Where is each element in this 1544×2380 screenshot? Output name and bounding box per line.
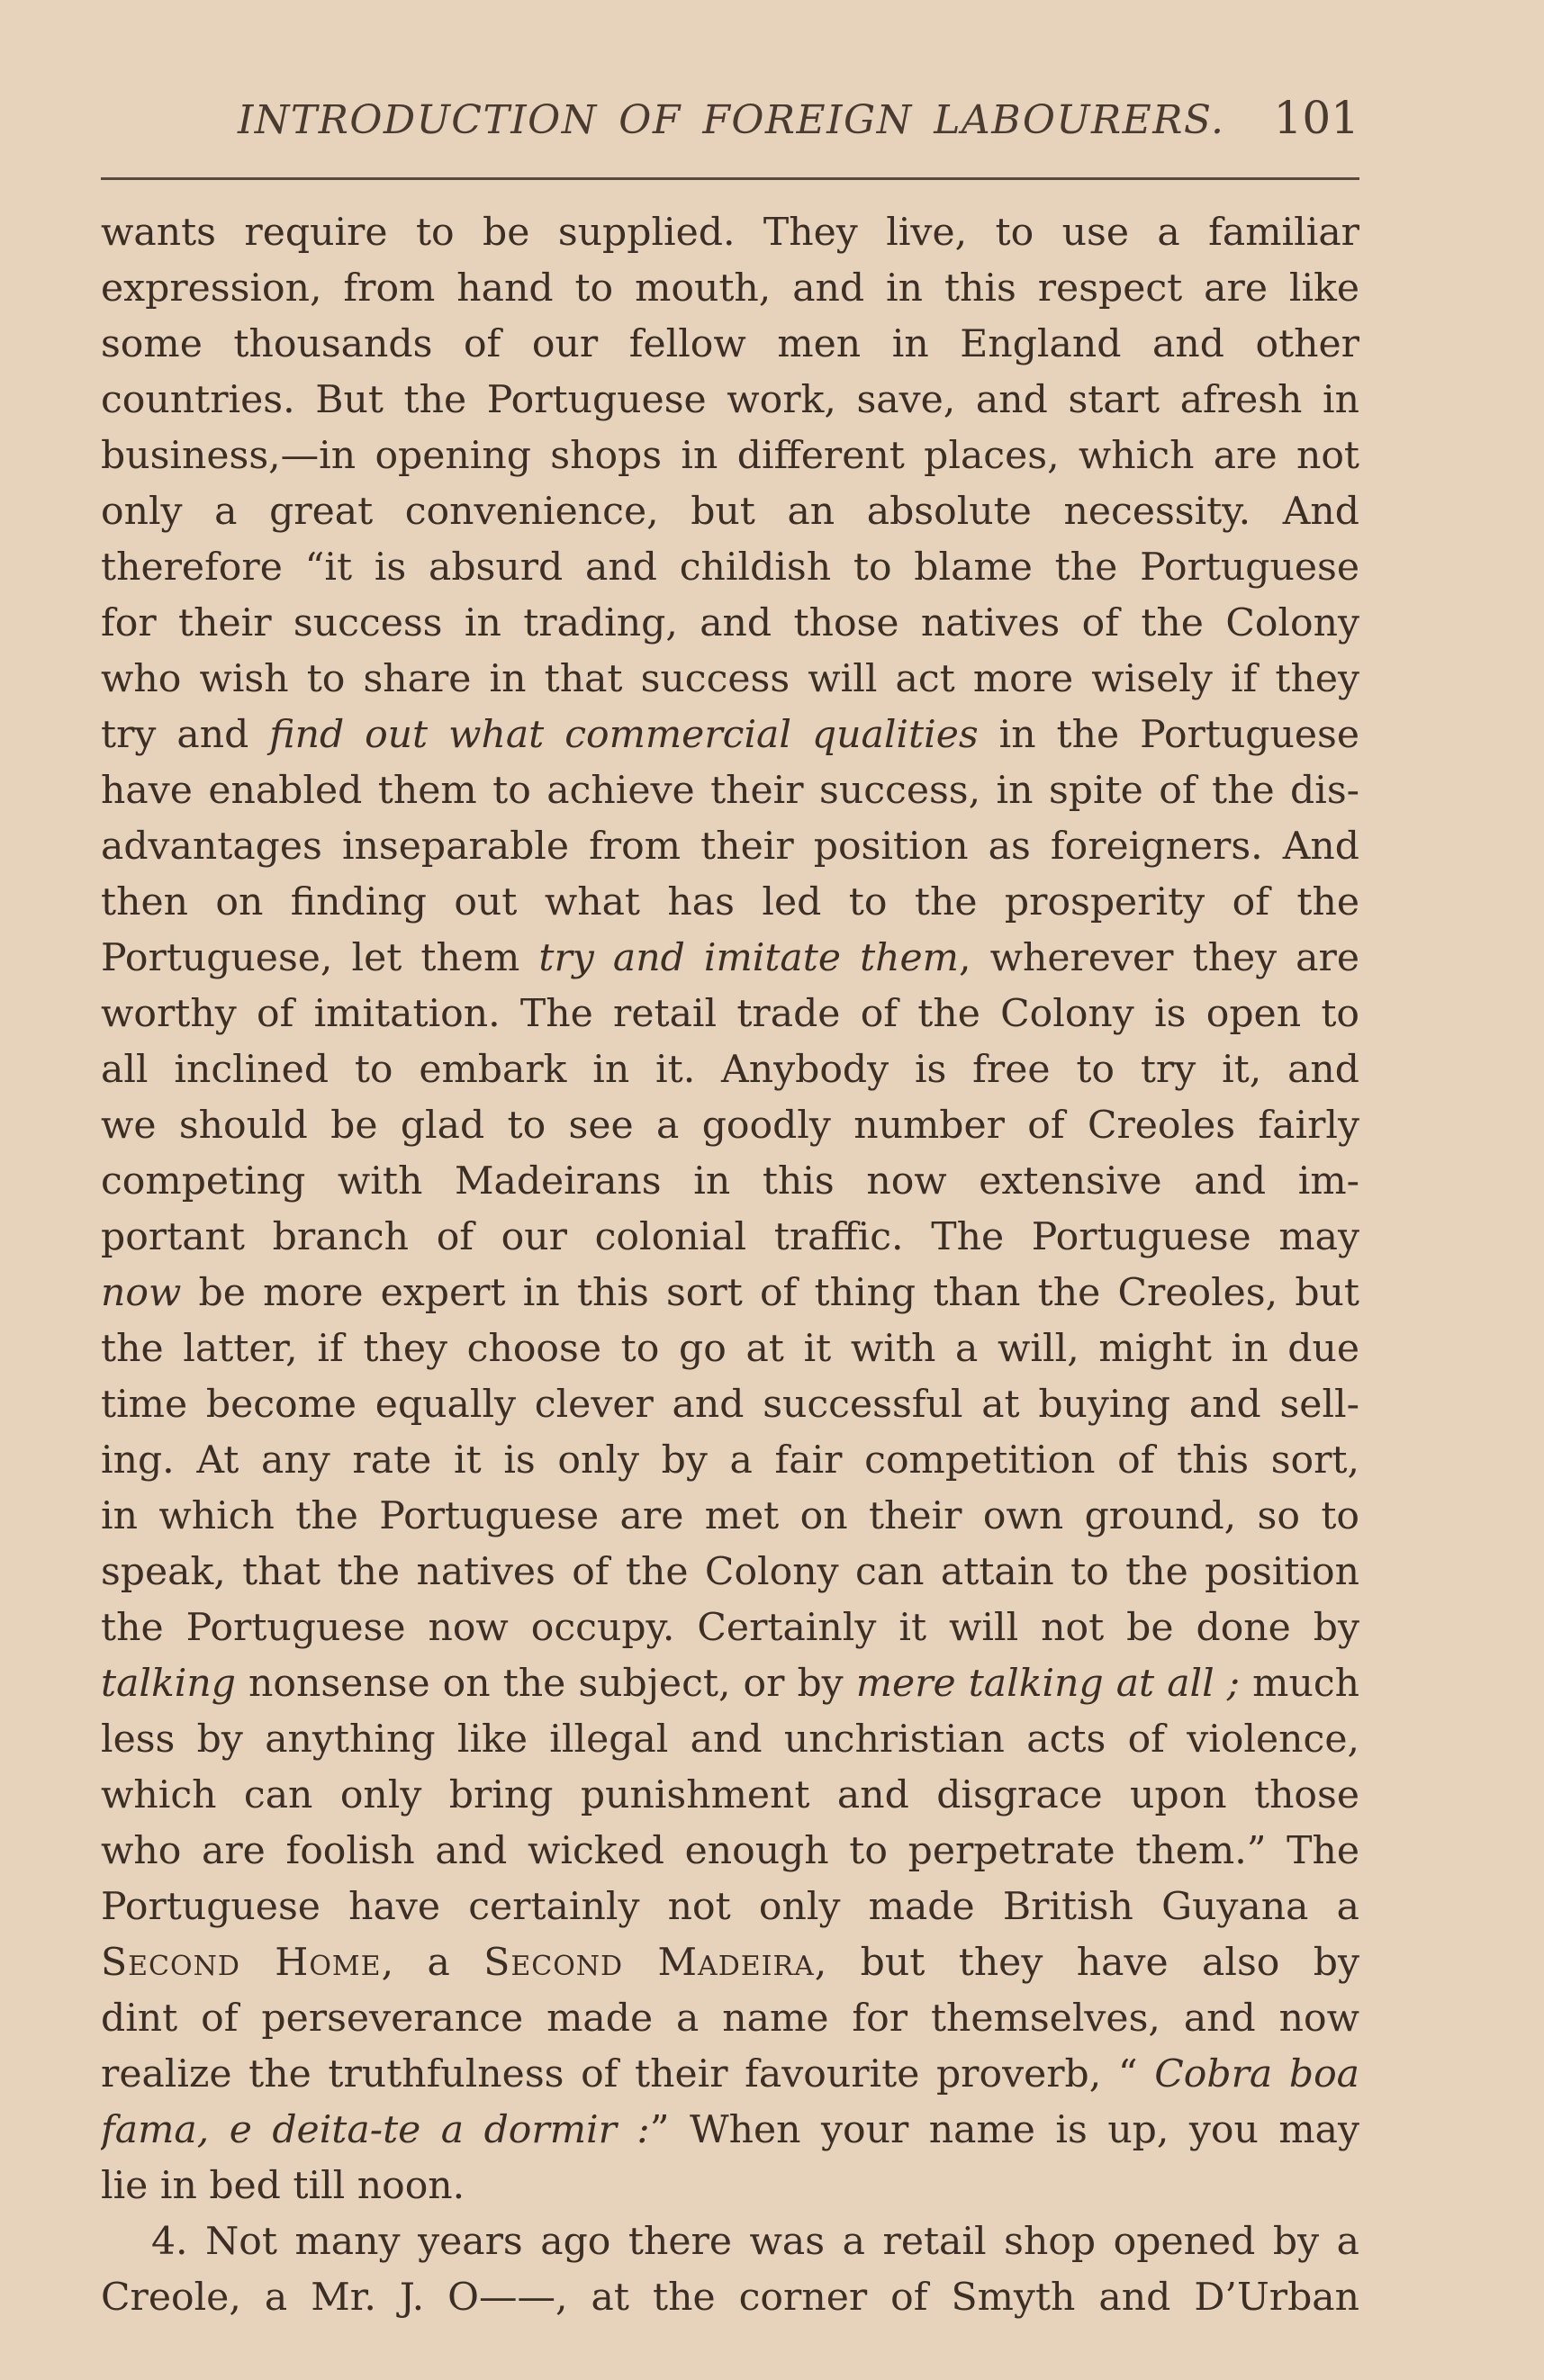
text-line: 4. Not many years ago there was a retail shop opened by a xyxy=(151,2220,1359,2264)
text-line: all inclined to embark in it. Anybody is free to try it, and xyxy=(101,1048,1359,1092)
text-line: time become equally clever and successful at buying and sell- xyxy=(101,1383,1359,1427)
page-header xyxy=(101,90,1359,153)
text-line: the latter, if they choose to go at it with a will, might in due xyxy=(101,1327,1359,1371)
text-line: talking nonsense on the subject, or by mere talking at all ; much xyxy=(101,1662,1359,1706)
text-line: speak, that the natives of the Colony can attain to the position xyxy=(101,1550,1359,1594)
body-text xyxy=(101,205,1359,2326)
small-caps-phrase: Second Madeira xyxy=(483,1941,815,1985)
text-line: competing with Madeirans in this now extensive and im- xyxy=(101,1159,1359,1204)
text-line: have enabled them to achieve their success, in spite of the dis- xyxy=(101,769,1359,813)
page-number: 101 xyxy=(1273,92,1359,144)
text-line: portant branch of our colonial traffic. The Portuguese may xyxy=(101,1215,1359,1259)
text-line: Portuguese, let them try and imitate them, wherever they are xyxy=(101,936,1359,980)
text-line: business,—in opening shops in different places, which are not xyxy=(101,434,1359,478)
text-line: advantages inseparable from their position as foreigners. And xyxy=(101,825,1359,869)
text-line: ing. At any rate it is only by a fair competition of this sort, xyxy=(101,1438,1359,1483)
italic-phrase: mere talking at all ; xyxy=(855,1662,1241,1706)
text-line: in which the Portuguese are met on their own ground, so to xyxy=(101,1494,1359,1538)
running-head: INTRODUCTION OF FOREIGN LABOURERS. xyxy=(238,97,1225,143)
text-line: countries. But the Portuguese work, save, and start afresh in xyxy=(101,378,1359,422)
text-line: we should be glad to see a goodly number of Creoles fairly xyxy=(101,1104,1359,1148)
italic-phrase: talking xyxy=(101,1662,236,1706)
text-line: less by anything like illegal and unchristian acts of violence, xyxy=(101,1717,1359,1762)
text-line: only a great convenience, but an absolute necessity. And xyxy=(101,490,1359,534)
text-line: then on finding out what has led to the prosperity of the xyxy=(101,880,1359,924)
text-line: expression, from hand to mouth, and in this respect are like xyxy=(101,266,1359,311)
text-line: for their success in trading, and those natives of the Colony xyxy=(101,601,1359,645)
italic-phrase: find out what commercial qualities xyxy=(269,713,979,757)
italic-phrase: try and imitate them xyxy=(538,936,959,980)
header-rule xyxy=(101,177,1359,180)
text-line: worthy of imitation. The retail trade of the Colony is open to xyxy=(101,992,1359,1036)
small-caps-phrase: Second Home xyxy=(101,1941,382,1985)
text-line: now be more expert in this sort of thing than the Creoles, but xyxy=(101,1271,1359,1315)
text-line: dint of perseverance made a name for themselves, and now xyxy=(101,1997,1359,2041)
italic-phrase: now xyxy=(101,1271,182,1315)
text-line: wants require to be supplied. They live, to use a familiar xyxy=(101,211,1359,255)
text-line: who wish to share in that success will act more wisely if they xyxy=(101,657,1359,701)
italic-phrase: Cobra boa xyxy=(1154,2052,1359,2096)
italic-phrase: fama, e deita-te a dormir : xyxy=(101,2108,650,2152)
text-line: some thousands of our fellow men in England and other xyxy=(101,322,1359,366)
text-line: realize the truthfulness of their favourite proverb, “ Cobra boa xyxy=(101,2052,1359,2096)
text-line: Creole, a Mr. J. O——, at the corner of Smyth and D’Urban xyxy=(101,2276,1359,2320)
text-line: fama, e deita-te a dormir :” When your name is up, you may xyxy=(101,2108,1359,2152)
text-line: try and find out what commercial qualities in the Portuguese xyxy=(101,713,1359,757)
text-line: who are foolish and wicked enough to perpetrate them.” The xyxy=(101,1829,1359,1873)
text-line: the Portuguese now occupy. Certainly it will not be done by xyxy=(101,1606,1359,1650)
text-line: therefore “it is absurd and childish to blame the Portuguese xyxy=(101,545,1359,590)
text-line: which can only bring punishment and disgrace upon those xyxy=(101,1773,1359,1817)
text-line: Second Home, a Second Madeira, but they have also by xyxy=(101,1941,1359,1985)
text-line: Portuguese have certainly not only made British Guyana a xyxy=(101,1885,1359,1929)
text-line: lie in bed till noon. xyxy=(101,2164,465,2208)
